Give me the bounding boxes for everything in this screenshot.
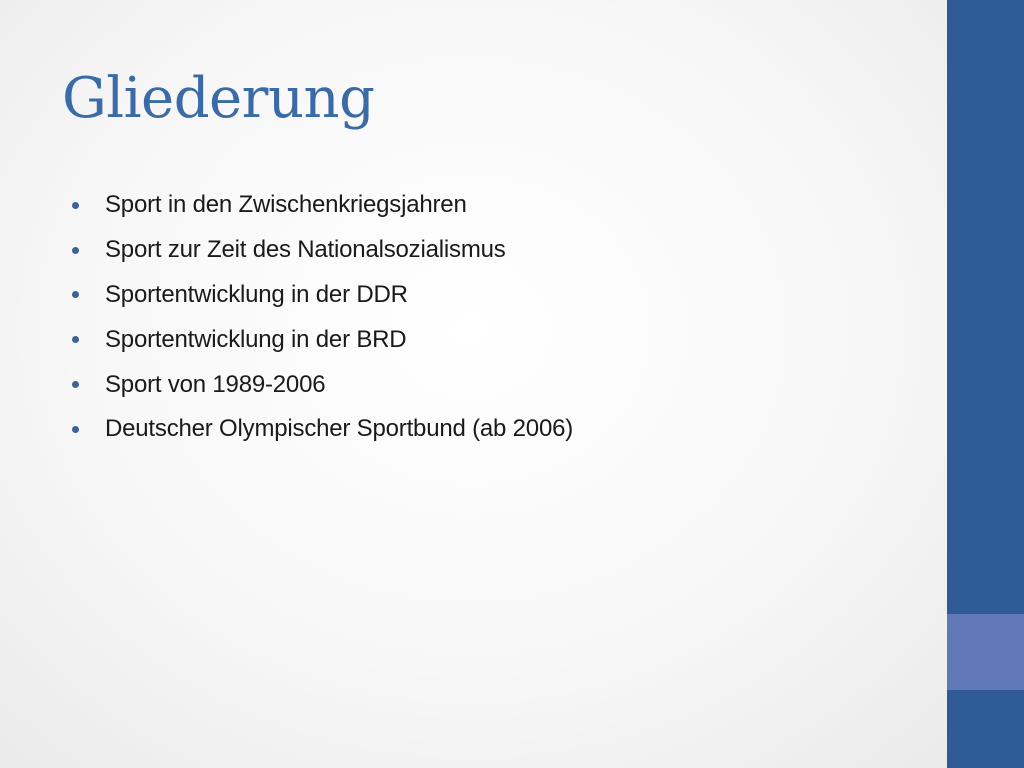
bullet-dot-icon (72, 426, 79, 433)
list-item (70, 183, 573, 228)
bullet-dot-icon (72, 381, 79, 388)
bullet-dot-icon (72, 247, 79, 254)
bullet-dot-icon (72, 336, 79, 343)
list-item-text: Sportentwicklung in der DDR (105, 280, 408, 308)
side-bar-accent-decoration (947, 614, 1024, 690)
list-item (70, 273, 573, 318)
list-item (70, 317, 573, 362)
list-item-text: Deutscher Olympischer Sportbund (ab 2006) (105, 415, 574, 443)
bullet-dot-icon (72, 202, 79, 209)
slide-title: Gliederung (62, 66, 375, 131)
bullet-list (70, 183, 573, 452)
list-item-text: Sport in den Zwischenkriegsjahren (105, 191, 467, 219)
list-item-text: Sport zur Zeit des Nationalsozialismus (105, 236, 506, 264)
list-item-text: Sportentwicklung in der BRD (105, 325, 407, 353)
list-item-text: Sport von 1989-2006 (105, 370, 326, 398)
list-item (70, 362, 573, 407)
bullet-dot-icon (72, 291, 79, 298)
list-item (70, 407, 573, 452)
list-item (70, 228, 573, 273)
